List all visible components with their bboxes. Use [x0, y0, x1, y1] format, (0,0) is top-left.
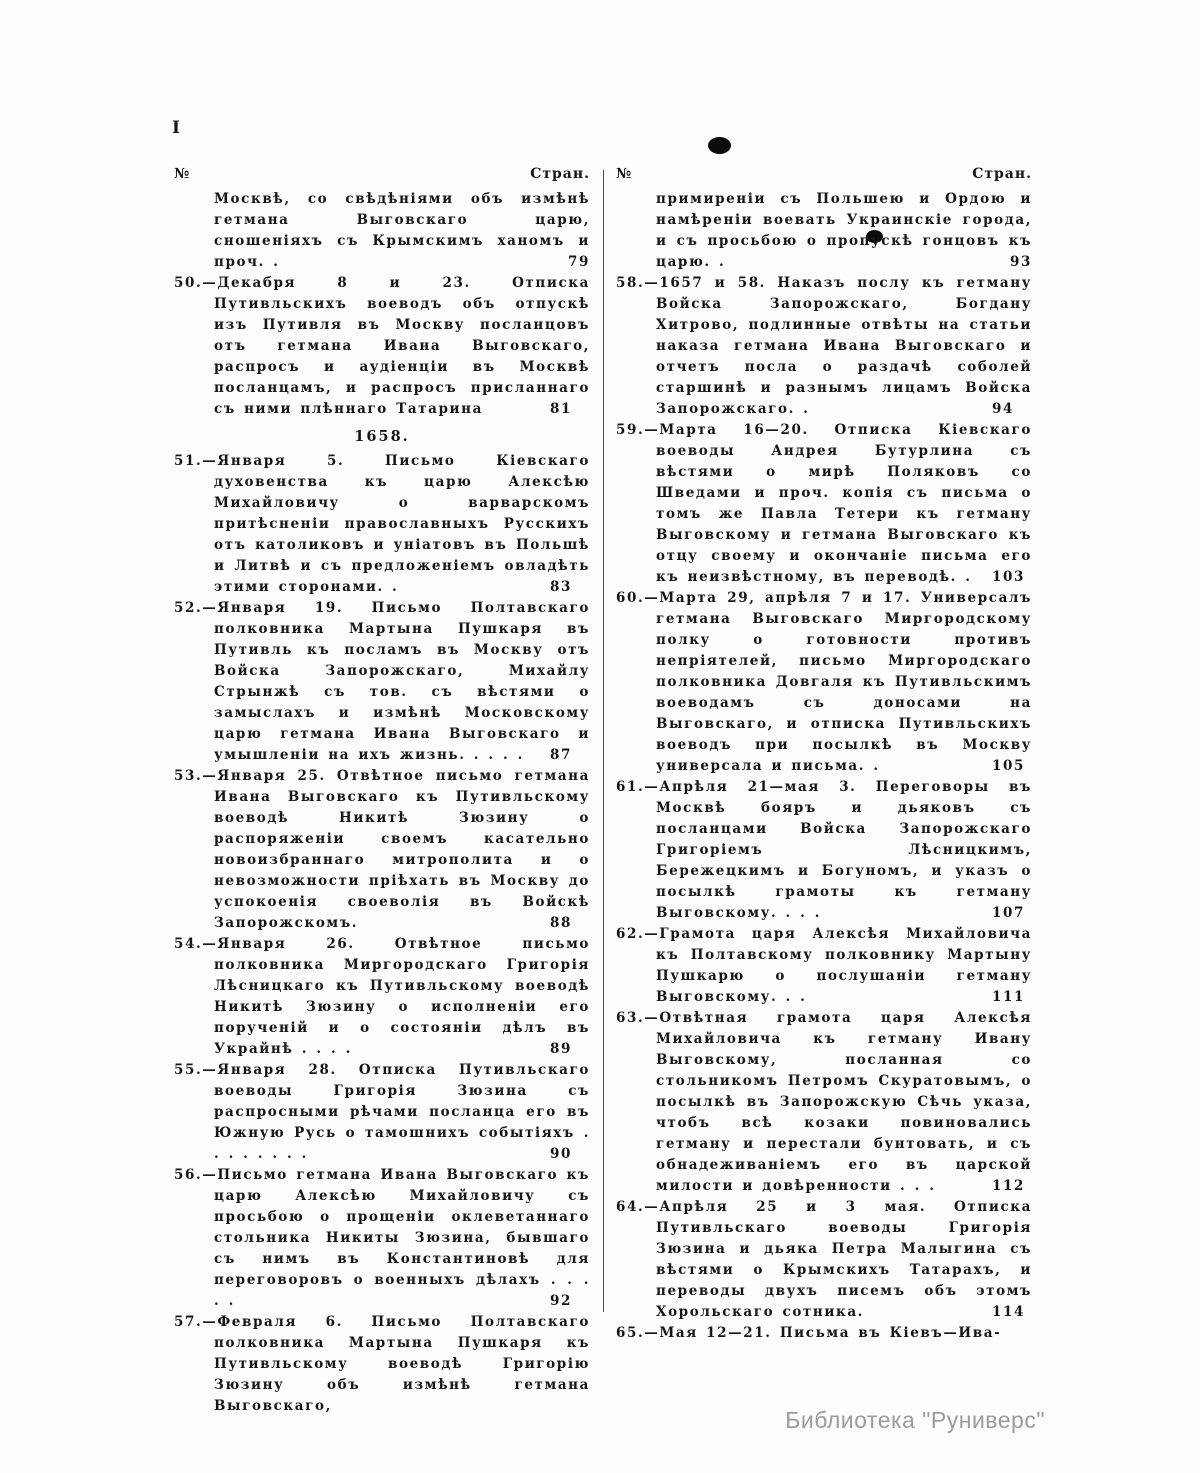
- entry-page-number: 88: [550, 915, 572, 931]
- toc-entry: [174, 598, 590, 766]
- entry-page-number: 87: [550, 747, 572, 763]
- entry-text: Письмо гетмана Ивана Выговскаго къ царю Алексѣю Михайловичу съ просьбою о прощеніи оклеветаннаго стольника Никиты Зюзина, бывшаго съ нимъ въ Константиновѣ для переговоровъ о военныхъ дѣлахъ . . . . .: [214, 1167, 590, 1309]
- entry-text: Марта 16—20. Отписка Кіевскаго воеводы Андрея Бутурлина съ вѣстями о мирѣ Поляковъ со Шведами и проч. копія съ письма о томъ же Павла Тетери къ гетману Выговскому и гетмана Выговскаго къ отцу своему и окончаніе письма его къ неизвѣстному, въ переводѣ. .: [656, 422, 1032, 585]
- toc-entry: [174, 1165, 590, 1312]
- entry-page-number: 103: [992, 569, 1025, 585]
- toc-entries: [616, 189, 1032, 1344]
- entry-number: 52.—: [174, 600, 218, 616]
- toc-entries: [174, 189, 590, 1417]
- toc-entry: [616, 588, 1032, 777]
- toc-entry: [616, 1323, 1032, 1344]
- entry-number: 62.—: [616, 926, 660, 942]
- toc-entry: [174, 273, 590, 420]
- entry-text: Отвѣтная грамота царя Алексѣя Михайловича къ гетману Ивану Выговскому, посланная со стольникомъ Петромъ Скуратовымъ, о посылкѣ въ Запорожскую Сѣчь указа, чтобъ всѣ козаки повиновались гетману и перестали бунтовать, и съ обнадеживаніемъ его въ царской милости и довѣренности . . .: [656, 1010, 1032, 1194]
- entry-page-number: 92: [550, 1293, 572, 1309]
- toc-entry: [616, 420, 1032, 588]
- toc-entry: [174, 1312, 590, 1417]
- entry-text: Января 25. Отвѣтное письмо гетмана Ивана Выговскаго къ Путивльскому воеводѣ Никитѣ Зюзину о распоряженіи своемъ касательно новоизбраннаго митрополита и о невозможности пріѣхать въ Москву до успокоенія своеволія въ Войскѣ Запорожскомъ.: [214, 768, 590, 931]
- toc-entry: [174, 189, 590, 273]
- page-column-label: Стран.: [530, 166, 590, 182]
- entry-text: Марта 29, апрѣля 7 и 17. Универсалъ гетмана Выговскаго Миргородскому полку о готовности противъ непріятелей, письмо Миргородскаго полковника Довгаля къ Путивльскимъ воеводамъ съ доносами на Выговскаго, и отписка Путивльскихъ воеводъ при посылкѣ въ Москву универсала и письма. .: [656, 590, 1032, 774]
- entry-number: 59.—: [616, 422, 660, 438]
- toc-entry: [616, 777, 1032, 924]
- entry-page-number: 111: [992, 989, 1025, 1005]
- page-signature-mark: I: [172, 118, 180, 138]
- entry-number: 55.—: [174, 1062, 218, 1078]
- toc-entry: [616, 189, 1032, 273]
- entry-page-number: 107: [992, 905, 1025, 921]
- toc-column-left: [174, 166, 590, 1417]
- entry-page-number: 90: [550, 1146, 572, 1162]
- entry-text: Февраля 6. Письмо Полтавскаго полковника Мартына Пушкаря къ Путивльскому воеводѣ Григорію Зюзину объ измѣнѣ гетмана Выговскаго,: [214, 1314, 590, 1414]
- toc-column-right: [616, 166, 1032, 1344]
- ink-blot: [708, 137, 731, 154]
- watermark: Библиотека "Руниверс": [785, 1407, 1045, 1433]
- toc-entry: [174, 451, 590, 598]
- entry-page-number: 105: [992, 758, 1025, 774]
- entry-text: Января 5. Письмо Кіевскаго духовенства къ царю Алексѣю Михайловичу о варварскомъ притѣсненіи православныхъ Русскихъ отъ католиковъ и уніатовъ въ Польшѣ и Литвѣ и съ предложеніемъ овладѣть этими сторонами. .: [214, 453, 590, 595]
- entry-number: 54.—: [174, 936, 218, 952]
- entry-text: примиреніи съ Польшею и Ордою и намѣреніи воевать Украинскіе города, и съ просьбою о пропускѣ гонцовъ къ царю. .: [656, 191, 1032, 270]
- entry-number: 51.—: [174, 453, 218, 469]
- entry-page-number: 83: [550, 579, 572, 595]
- entry-text: 1657 и 58. Наказъ послу къ гетману Войска Запорожскаго, Богдану Хитрово, подлинные отвѣты на статьи наказа гетмана Ивана Выговскаго и отчетъ посла о раздачѣ соболей старшинѣ и разнымъ лицамъ Войска Запорожскаго. .: [656, 275, 1032, 417]
- entry-number: 50.—: [174, 275, 218, 291]
- entry-number: 58.—: [616, 275, 660, 291]
- year-heading: 1658.: [354, 428, 410, 445]
- entry-page-number: 114: [992, 1304, 1025, 1320]
- entry-page-number: 81: [550, 401, 572, 417]
- toc-entry: [174, 934, 590, 1060]
- toc-entry: [174, 1060, 590, 1165]
- entry-number: 60.—: [616, 590, 660, 606]
- entry-text: Москвѣ, со свѣдѣніями объ измѣнѣ гетмана Выговскаго царю, сношеніяхъ съ Крымскимъ ханомъ и проч. .: [214, 191, 590, 270]
- toc-entry: [616, 1008, 1032, 1197]
- entry-text: Декабря 8 и 23. Отписка Путивльскихъ воеводъ объ отпускѣ изъ Путивля въ Москву посланцовъ отъ гетмана Ивана Выговскаго, распросъ и аудіенціи въ Москвѣ посланцамъ, и распросъ присланнаго съ ними плѣннаго Татарина: [214, 275, 590, 417]
- toc-entry: [616, 1197, 1032, 1323]
- page-column-label: Стран.: [972, 166, 1032, 182]
- entry-number: 56.—: [174, 1167, 218, 1183]
- column-header: [616, 166, 1032, 182]
- entry-text: Апрѣля 25 и 3 мая. Отписка Путивльскаго воеводы Григорія Зюзина и дьяка Петра Малыгина съ вѣстями о Крымскихъ Татарахъ, и переводы двухъ писемъ объ этомъ Хорольскаго сотника.: [656, 1199, 1032, 1320]
- entry-number: 63.—: [616, 1010, 660, 1026]
- entry-page-number: 89: [550, 1041, 572, 1057]
- entry-number: 53.—: [174, 768, 218, 784]
- entry-page-number: 94: [992, 401, 1014, 417]
- toc-entry: [174, 766, 590, 934]
- entry-page-number: 93: [1010, 254, 1032, 270]
- entry-page-number: 79: [568, 254, 590, 270]
- entry-number: 64.—: [616, 1199, 660, 1215]
- entry-text: Января 19. Письмо Полтавскаго полковника Мартына Пушкаря въ Путивль къ посламъ въ Москву отъ Войска Запорожскаго, Михайлу Стрынжѣ съ тов. съ вѣстями о замыслахъ и измѣнѣ Московскому царю гетмана Ивана Выговскаго и умышленіи на ихъ жизнь. . . . .: [214, 600, 590, 763]
- number-column-label: №: [174, 166, 191, 182]
- toc-entry: [616, 924, 1032, 1008]
- entry-page-number: 112: [992, 1178, 1025, 1194]
- entry-text: Мая 12—21. Письма въ Кіевъ—Ива-: [659, 1325, 1002, 1341]
- column-divider: [603, 170, 604, 1312]
- entry-number: 61.—: [616, 779, 660, 795]
- entry-number: 57.—: [174, 1314, 218, 1330]
- column-header: [174, 166, 590, 182]
- toc-entry: [616, 273, 1032, 420]
- entry-text: Января 26. Отвѣтное письмо полковника Миргородскаго Григорія Лѣсницкаго къ Путивльскому воеводѣ Никитѣ Зюзину о исполненіи его порученій и о состояніи дѣлъ въ Украйнѣ . . . .: [214, 936, 590, 1057]
- entry-text: Апрѣля 21—мая 3. Переговоры въ Москвѣ бояръ и дьяковъ съ посланцами Войска Запорожскаго Григоріемъ Лѣсницкимъ, Бережецкимъ и Богуномъ, и указъ о посылкѣ грамоты къ гетману Выговскому. . . .: [656, 779, 1032, 921]
- entry-text: Грамота царя Алексѣя Михайловича къ Полтавскому полковнику Мартыну Пушкарю о послушаніи гетману Выговскому. . .: [656, 926, 1032, 1005]
- entry-text: Января 28. Отписка Путивльскаго воеводы Григорія Зюзина съ распросными рѣчами посланца его въ Южную Русь о тамошнихъ событіяхъ . . . . . . . .: [214, 1062, 590, 1162]
- number-column-label: №: [616, 166, 633, 182]
- entry-number: 65.—: [616, 1325, 660, 1341]
